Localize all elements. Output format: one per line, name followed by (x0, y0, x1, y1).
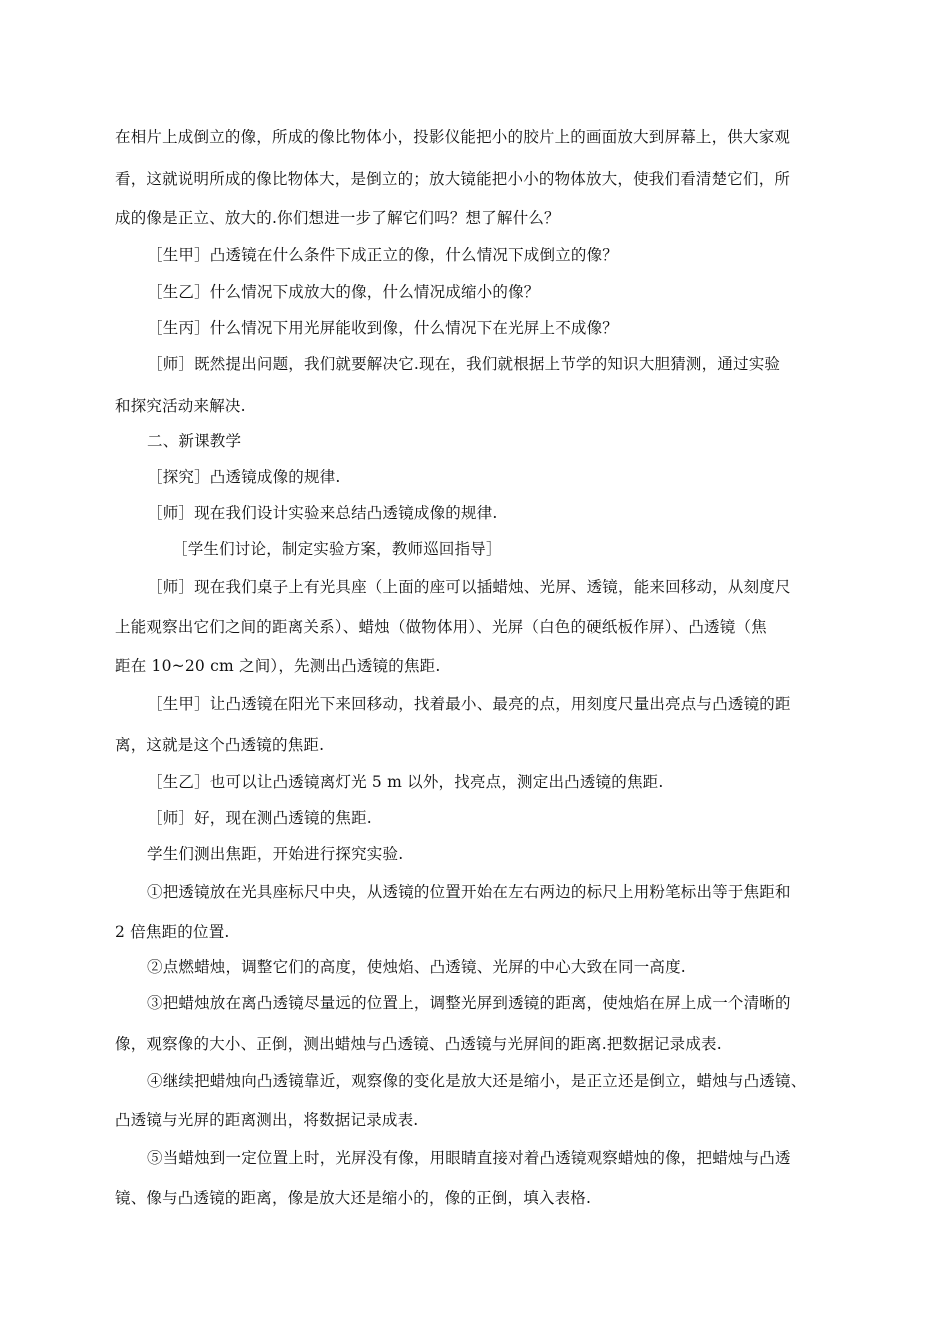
paragraph-line: 2 倍焦距的位置. (115, 923, 230, 941)
dialogue-line: ［探究］凸透镜成像的规律. (147, 468, 341, 486)
dialogue-line: ［师］既然提出问题，我们就要解决它.现在，我们就根据上节学的知识大胆猜测，通过实验 (147, 355, 781, 373)
paragraph-line: 成的像是正立、放大的.你们想进一步了解它们吗？想了解什么？ (115, 209, 560, 227)
dialogue-line: ［师］好，现在测凸透镜的焦距. (147, 809, 372, 827)
stage-direction: ［学生们讨论，制定实验方案，教师巡回指导］ (172, 540, 502, 558)
paragraph-line: 和探究活动来解决. (115, 397, 246, 415)
dialogue-line: ［生甲］让凸透镜在阳光下来回移动，找着最小、最亮的点，用刻度尺量出亮点与凸透镜的距 (147, 695, 791, 713)
dialogue-line: ［生乙］什么情况下成放大的像，什么情况成缩小的像？ (147, 283, 540, 301)
paragraph-line: 镜、像与凸透镜的距离，像是放大还是缩小的，像的正倒，填入表格. (115, 1189, 592, 1207)
step-line: ⑤当蜡烛到一定位置上时，光屏没有像，用眼睛直接对着凸透镜观察蜡烛的像，把蜡烛与凸透 (147, 1149, 791, 1167)
step-line: ②点燃蜡烛，调整它们的高度，使烛焰、凸透镜、光屏的中心大致在同一高度. (147, 958, 686, 976)
dialogue-line: ［师］现在我们设计实验来总结凸透镜成像的规律. (147, 504, 498, 522)
paragraph-line: 凸透镜与光屏的距离测出，将数据记录成表. (115, 1111, 419, 1129)
dialogue-line: ［生丙］什么情况下用光屏能收到像，什么情况下在光屏上不成像？ (147, 319, 619, 337)
step-line: ④继续把蜡烛向凸透镜靠近，观察像的变化是放大还是缩小，是正立还是倒立，蜡烛与凸透镜、 (147, 1072, 807, 1090)
dialogue-line: ［师］现在我们桌子上有光具座（上面的座可以插蜡烛、光屏、透镜，能来回移动，从刻度尺 (147, 578, 791, 596)
paragraph-line: 上能观察出它们之间的距离关系）、蜡烛（做物体用）、光屏（白色的硬纸板作屏）、凸透镜（焦 (115, 618, 767, 636)
paragraph-line: 学生们测出焦距，开始进行探究实验. (147, 845, 404, 863)
dialogue-line: ［生甲］凸透镜在什么条件下成正立的像，什么情况下成倒立的像？ (147, 246, 619, 264)
dialogue-line: ［生乙］也可以让凸透镜离灯光 5 m 以外，找亮点，测定出凸透镜的焦距. (147, 773, 664, 791)
paragraph-line: 距在 10~20 cm 之间），先测出凸透镜的焦距. (115, 657, 441, 675)
step-line: ①把透镜放在光具座标尺中央，从透镜的位置开始在左右两边的标尺上用粉笔标出等于焦距和 (147, 883, 791, 901)
paragraph-line: 看，这就说明所成的像比物体大，是倒立的；放大镜能把小小的物体放大，使我们看清楚它们，所 (115, 170, 791, 188)
paragraph-line: 离，这就是这个凸透镜的焦距. (115, 736, 325, 754)
section-heading: 二、新课教学 (147, 432, 242, 450)
paragraph-line: 在相片上成倒立的像，所成的像比物体小，投影仪能把小的胶片上的画面放大到屏幕上，供大家观 (115, 128, 791, 146)
paragraph-line: 像，观察像的大小、正倒，测出蜡烛与凸透镜、凸透镜与光屏间的距离.把数据记录成表. (115, 1035, 722, 1053)
step-line: ③把蜡烛放在离凸透镜尽量远的位置上，调整光屏到透镜的距离，使烛焰在屏上成一个清晰的 (147, 994, 791, 1012)
